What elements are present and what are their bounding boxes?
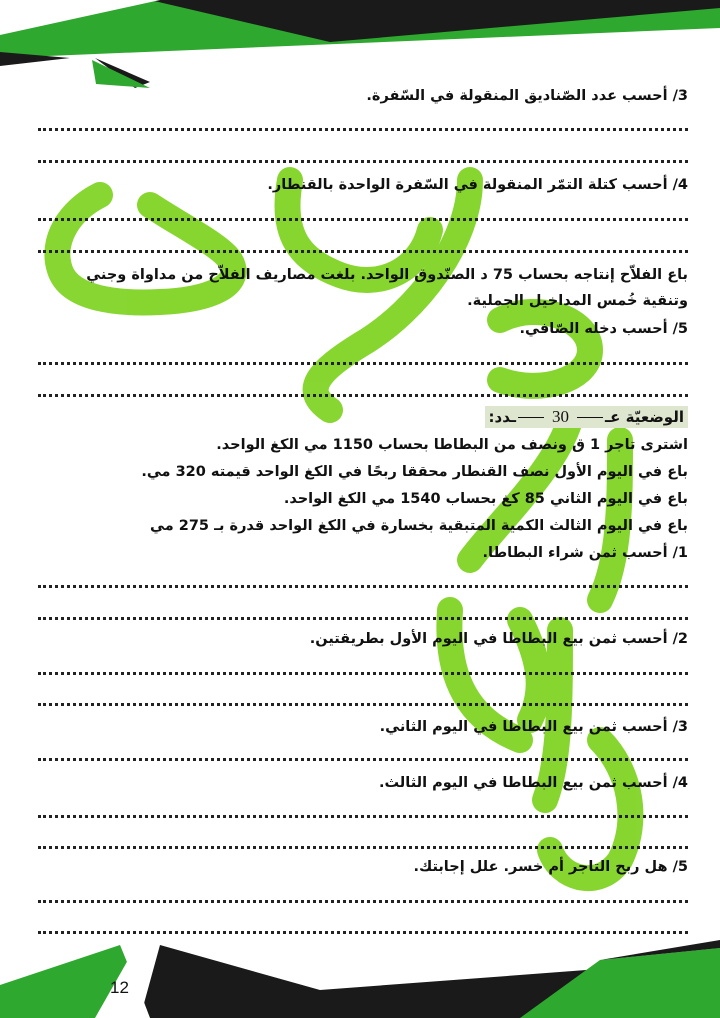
question-box-count: 3/ أحسب عدد الصّناديق المنقولة في السّفرة. <box>366 88 688 104</box>
situation-heading <box>485 406 688 428</box>
farmer-statement-line1: باع الفلاّح إنتاجه بحساب 75 د الصنّدوق الواحد. بلغت مصاريف الفلاّح من مداواة وجني <box>86 267 688 283</box>
page-number: 12 <box>110 978 129 997</box>
answer-line[interactable] <box>38 662 688 675</box>
answer-line[interactable] <box>38 921 688 934</box>
situation-label-start: الوضعيّة عـ <box>605 408 684 426</box>
answer-line[interactable] <box>38 384 688 397</box>
problem-line2: باع في اليوم الأول نصف القنطار محققا ربحًا في الكغ الواحد قيمته 320 مي. <box>141 464 688 480</box>
question-purchase-price: 1/ أحسب ثمن شراء البطاطا. <box>482 545 688 561</box>
answer-line[interactable] <box>38 352 688 365</box>
farmer-statement-line2: وتنقية خُمس المداخيل الجملية. <box>467 293 688 309</box>
answer-line[interactable] <box>38 150 688 163</box>
answer-line[interactable] <box>38 240 688 253</box>
question-day3-sale: 4/ أحسب ثمن بيع البطاطا في اليوم الثالث. <box>378 775 688 791</box>
answer-line[interactable] <box>38 890 688 903</box>
question-profit-loss: 5/ هل ربح التاجر أم خسر. علل إجابتك. <box>413 859 688 875</box>
answer-line[interactable] <box>38 805 688 818</box>
question-net-income: 5/ أحسب دخله الصّافي. <box>519 321 688 337</box>
top-green-triangle <box>92 60 150 88</box>
situation-label-end: ـدد: <box>488 408 517 426</box>
problem-line3: باع في اليوم الثاني 85 كغ بحساب 1540 مي الكغ الواحد. <box>283 491 688 507</box>
situation-number: 30 <box>552 407 570 426</box>
problem-line4: باع في اليوم الثالث الكمية المتبقية بخسارة في الكغ الواحد قدرة بـ 275 مي <box>150 518 688 534</box>
answer-line[interactable] <box>38 748 688 761</box>
problem-line1: اشترى تاجر 1 ق ونصف من البطاطا بحساب 1150 مي الكغ الواحد. <box>216 437 688 453</box>
answer-line[interactable] <box>38 693 688 706</box>
answer-line[interactable] <box>38 575 688 588</box>
question-dates-mass: 4/ أحسب كتلة التمّر المنقولة في السّفرة الواحدة بالقنطار. <box>267 177 688 193</box>
answer-line[interactable] <box>38 208 688 221</box>
question-day1-sale: 2/ أحسب ثمن بيع البطاطا في اليوم الأول بطريقتين. <box>309 631 688 647</box>
answer-line[interactable] <box>38 118 688 131</box>
question-day2-sale: 3/ أحسب ثمن بيع البطاطا في اليوم الثاني. <box>379 719 688 735</box>
answer-line[interactable] <box>38 607 688 620</box>
answer-line[interactable] <box>38 836 688 849</box>
